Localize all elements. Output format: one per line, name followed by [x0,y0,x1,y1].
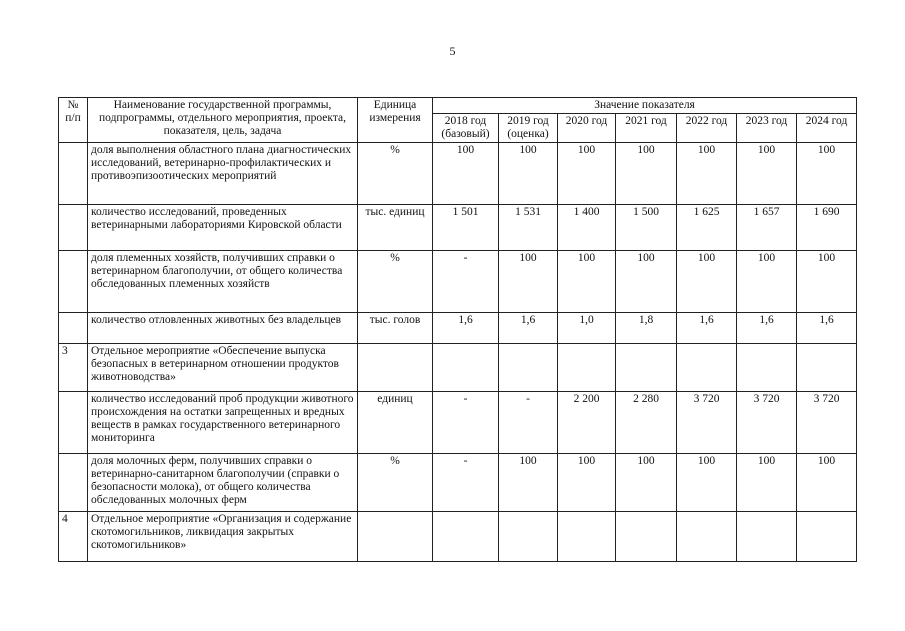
table-row [59,143,857,205]
value-cell: 100 [499,143,558,205]
value-cell: 3 720 [677,392,737,454]
value-cell: 100 [433,143,499,205]
row-num: 3 [59,344,88,392]
value-cell [797,512,857,562]
value-cell [499,344,558,392]
table-row [59,313,857,344]
header-unit: Единица измерения [358,98,433,143]
table-row-section [59,344,857,392]
value-cell [616,512,677,562]
row-unit: % [358,251,433,313]
value-cell: 1 657 [737,205,797,251]
header-year: 2022 год [677,114,737,143]
value-cell: 1,6 [797,313,857,344]
value-cell: - [433,392,499,454]
value-cell: 100 [558,454,616,512]
row-name: доля молочных ферм, получивших справки о ветеринарно-санитарном благополучии (справки о безопасности молока), от общего количества обследованных молочных ферм [88,454,358,512]
value-cell [737,344,797,392]
header-values-title: Значение показателя [433,98,857,114]
value-cell: 2 280 [616,392,677,454]
value-cell: 1,6 [737,313,797,344]
value-cell: 100 [737,454,797,512]
table-row [59,454,857,512]
table-row-section [59,512,857,562]
row-name: количество отловленных животных без владельцев [88,313,358,344]
value-cell [616,344,677,392]
row-name: Отдельное мероприятие «Обеспечение выпуска безопасных в ветеринарном отношении продуктов животноводства» [88,344,358,392]
row-name: доля племенных хозяйств, получивших справки о ветеринарном благополучии, от общего количества обследованных племенных хозяйств [88,251,358,313]
row-unit: % [358,143,433,205]
value-cell: 100 [616,454,677,512]
row-num [59,205,88,251]
value-cell: 100 [797,251,857,313]
value-cell: 100 [558,143,616,205]
page-number: 5 [449,44,456,58]
value-cell [677,344,737,392]
value-cell: 1,6 [433,313,499,344]
value-cell [677,512,737,562]
row-name: Отдельное мероприятие «Организация и содержание скотомогильников, ликвидация закрытых скотомогильников» [88,512,358,562]
value-cell: - [433,454,499,512]
value-cell: 1 531 [499,205,558,251]
value-cell: 1,6 [677,313,737,344]
value-cell [433,512,499,562]
table-row [59,392,857,454]
header-year: 2023 год [737,114,797,143]
row-unit: % [358,454,433,512]
value-cell: 100 [737,251,797,313]
value-cell: 100 [499,251,558,313]
value-cell: 100 [797,454,857,512]
row-unit: единиц [358,392,433,454]
value-cell [737,512,797,562]
header-year: 2020 год [558,114,616,143]
value-cell: 100 [677,454,737,512]
row-name: доля выполнения областного плана диагностических исследований, ветеринарно-профилактических и противоэпизоотических мероприятий [88,143,358,205]
value-cell: 1,6 [499,313,558,344]
header-year: 2018 год (базовый) [433,114,499,143]
row-name: количество исследований проб продукции животного происхождения на остатки запрещенных и вредных веществ в рамках государственного ветеринарного мониторинга [88,392,358,454]
header-name: Наименование государственной программы, подпрограммы, отдельного мероприятия, проекта, показателя, цель, задача [88,98,358,143]
value-cell: 1 400 [558,205,616,251]
value-cell: 2 200 [558,392,616,454]
row-name: количество исследований, проведенных ветеринарными лабораториями Кировской области [88,205,358,251]
value-cell [499,512,558,562]
value-cell: 100 [616,143,677,205]
value-cell: 100 [737,143,797,205]
value-cell [558,512,616,562]
value-cell: 3 720 [737,392,797,454]
value-cell: 100 [677,251,737,313]
value-cell: 100 [677,143,737,205]
value-cell: 100 [616,251,677,313]
table-row [59,251,857,313]
row-num [59,454,88,512]
value-cell: - [433,251,499,313]
row-unit [358,512,433,562]
header-row [59,98,857,114]
value-cell: 1 501 [433,205,499,251]
row-num [59,392,88,454]
value-cell: 100 [499,454,558,512]
value-cell: 1 500 [616,205,677,251]
header-num: № п/п [59,98,88,143]
header-year: 2021 год [616,114,677,143]
row-unit: тыс. единиц [358,205,433,251]
row-num [59,143,88,205]
value-cell: 1 625 [677,205,737,251]
value-cell [433,344,499,392]
row-unit [358,344,433,392]
value-cell: 3 720 [797,392,857,454]
header-year: 2019 год (оценка) [499,114,558,143]
row-unit: тыс. голов [358,313,433,344]
value-cell: 1,0 [558,313,616,344]
row-num [59,251,88,313]
value-cell: 100 [797,143,857,205]
value-cell [797,344,857,392]
value-cell: - [499,392,558,454]
row-num [59,313,88,344]
header-year: 2024 год [797,114,857,143]
value-cell: 1 690 [797,205,857,251]
value-cell [558,344,616,392]
value-cell: 1,8 [616,313,677,344]
table-row [59,205,857,251]
indicators-table [58,97,857,562]
value-cell: 100 [558,251,616,313]
row-num: 4 [59,512,88,562]
